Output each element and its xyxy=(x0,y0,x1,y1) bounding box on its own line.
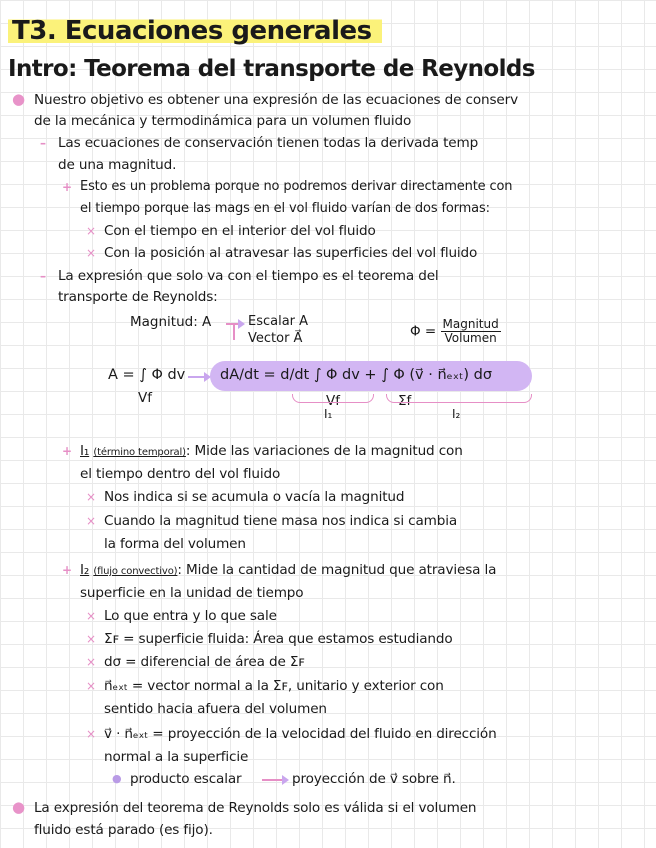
subscript-sf: Σf xyxy=(398,393,412,409)
i1-line xyxy=(80,441,463,463)
text-line: v⃗ · n⃗ₑₓₜ = proyección de la velocidad del fluido en dirección xyxy=(104,726,497,742)
text-line: superficie en la unidad de tiempo xyxy=(80,585,304,601)
text-line: el tiempo dentro del vol fluido xyxy=(80,466,281,482)
x-bullet: × xyxy=(86,246,97,260)
text-line: de la mecánica y termodinámica para un volumen fluido xyxy=(34,113,412,129)
text-line: Nos indica si se acumula o vacía la magnitud xyxy=(104,489,405,505)
phi-denominator: Volumen xyxy=(444,331,497,345)
subscript-vf: Vf xyxy=(326,393,340,409)
text-line: el tiempo porque las mags en el vol fluido varían de dos formas: xyxy=(80,201,490,216)
text-line: dσ = diferencial de área de Σꜰ xyxy=(104,654,305,670)
formula-arrow xyxy=(188,376,206,378)
text-line: fluido está parado (es fijo). xyxy=(34,822,213,838)
text-line: producto escalar xyxy=(130,771,242,787)
text-line: transporte de Reynolds: xyxy=(58,289,218,305)
integral-subscript: Vf xyxy=(138,390,152,406)
phi-fraction xyxy=(441,318,501,345)
text-line: proyección de v⃗ sobre n⃗. xyxy=(292,771,456,787)
i2-label: I₂ xyxy=(80,562,90,578)
plus-bullet: + xyxy=(62,180,73,194)
dash-bullet: – xyxy=(40,136,46,150)
x-bullet: × xyxy=(86,490,97,504)
i2-text: : Mide la cantidad de magnitud que atraviesa la xyxy=(177,562,497,578)
label-i2: I₂ xyxy=(452,407,461,421)
text-line: de una magnitud. xyxy=(58,157,177,173)
text-line: n⃗ₑₓₜ = vector normal a la Σꜰ, unitario y exterior con xyxy=(104,678,444,694)
inline-arrow xyxy=(262,779,284,781)
branch-line xyxy=(233,323,235,340)
plus-bullet: + xyxy=(62,444,73,458)
text-line: Esto es un problema porque no podremos derivar directamente con xyxy=(80,179,513,194)
text-line: Cuando la magnitud tiene masa nos indica si cambia xyxy=(104,513,458,529)
formula-a-integral: A = ∫ Φ dv xyxy=(108,367,186,383)
formula-escalar: Escalar A xyxy=(248,314,309,329)
x-bullet: × xyxy=(86,655,97,669)
x-bullet: × xyxy=(86,514,97,528)
phi-label: Φ = xyxy=(410,323,437,340)
text-line: sentido hacia afuera del volumen xyxy=(104,701,327,717)
dash-bullet: – xyxy=(40,269,46,283)
x-bullet: × xyxy=(86,632,97,646)
x-bullet: × xyxy=(86,727,97,741)
text-line: Nuestro objetivo es obtener una expresión de las ecuaciones de conserv xyxy=(34,92,518,108)
formula-magnitud: Magnitud: A xyxy=(130,314,212,330)
text-line: Con el tiempo en el interior del vol fluido xyxy=(104,223,376,239)
i2-tag: (flujo convectivo) xyxy=(93,566,178,577)
text-line: Σꜰ = superficie fluida: Área que estamos estudiando xyxy=(104,631,453,647)
circle-bullet: ● xyxy=(112,772,122,785)
i1-label: I₁ xyxy=(80,443,90,459)
text-line: Con la posición al atravesar las superficies del vol fluido xyxy=(104,245,478,261)
label-i1: I₁ xyxy=(324,407,333,421)
formula-vector: Vector A⃗ xyxy=(248,331,303,346)
text-line: Las ecuaciones de conservación tienen todas la derivada temp xyxy=(58,135,479,151)
bullet-dot: ● xyxy=(12,798,26,816)
x-bullet: × xyxy=(86,679,97,693)
text-line: la forma del volumen xyxy=(104,536,246,552)
text-line: La expresión que solo va con el tiempo es el teorema del xyxy=(58,268,439,284)
section-subtitle: Intro: Teorema del transporte de Reynolds xyxy=(8,56,535,82)
text-line: Lo que entra y lo que sale xyxy=(104,608,277,624)
brace-i1 xyxy=(292,394,374,403)
plus-bullet: + xyxy=(62,563,73,577)
text-line: La expresión del teorema de Reynolds solo es válida si el volumen xyxy=(34,800,477,816)
phi-numerator: Magnitud xyxy=(442,317,499,331)
i1-text: : Mide las variaciones de la magnitud con xyxy=(185,443,463,459)
i1-tag: (término temporal) xyxy=(93,447,186,458)
brace-i2 xyxy=(386,394,532,403)
i2-line xyxy=(80,560,496,582)
x-bullet: × xyxy=(86,224,97,238)
formula-phi xyxy=(410,318,501,345)
page-title: T3. Ecuaciones generales xyxy=(8,16,382,46)
bullet-dot: ● xyxy=(12,90,26,108)
text-line: normal a la superficie xyxy=(104,749,249,765)
reynolds-formula: dA/dt = d/dt ∫ Φ dv + ∫ Φ (v⃗ · n⃗ₑₓₜ) dσ xyxy=(220,367,493,383)
x-bullet: × xyxy=(86,609,97,623)
